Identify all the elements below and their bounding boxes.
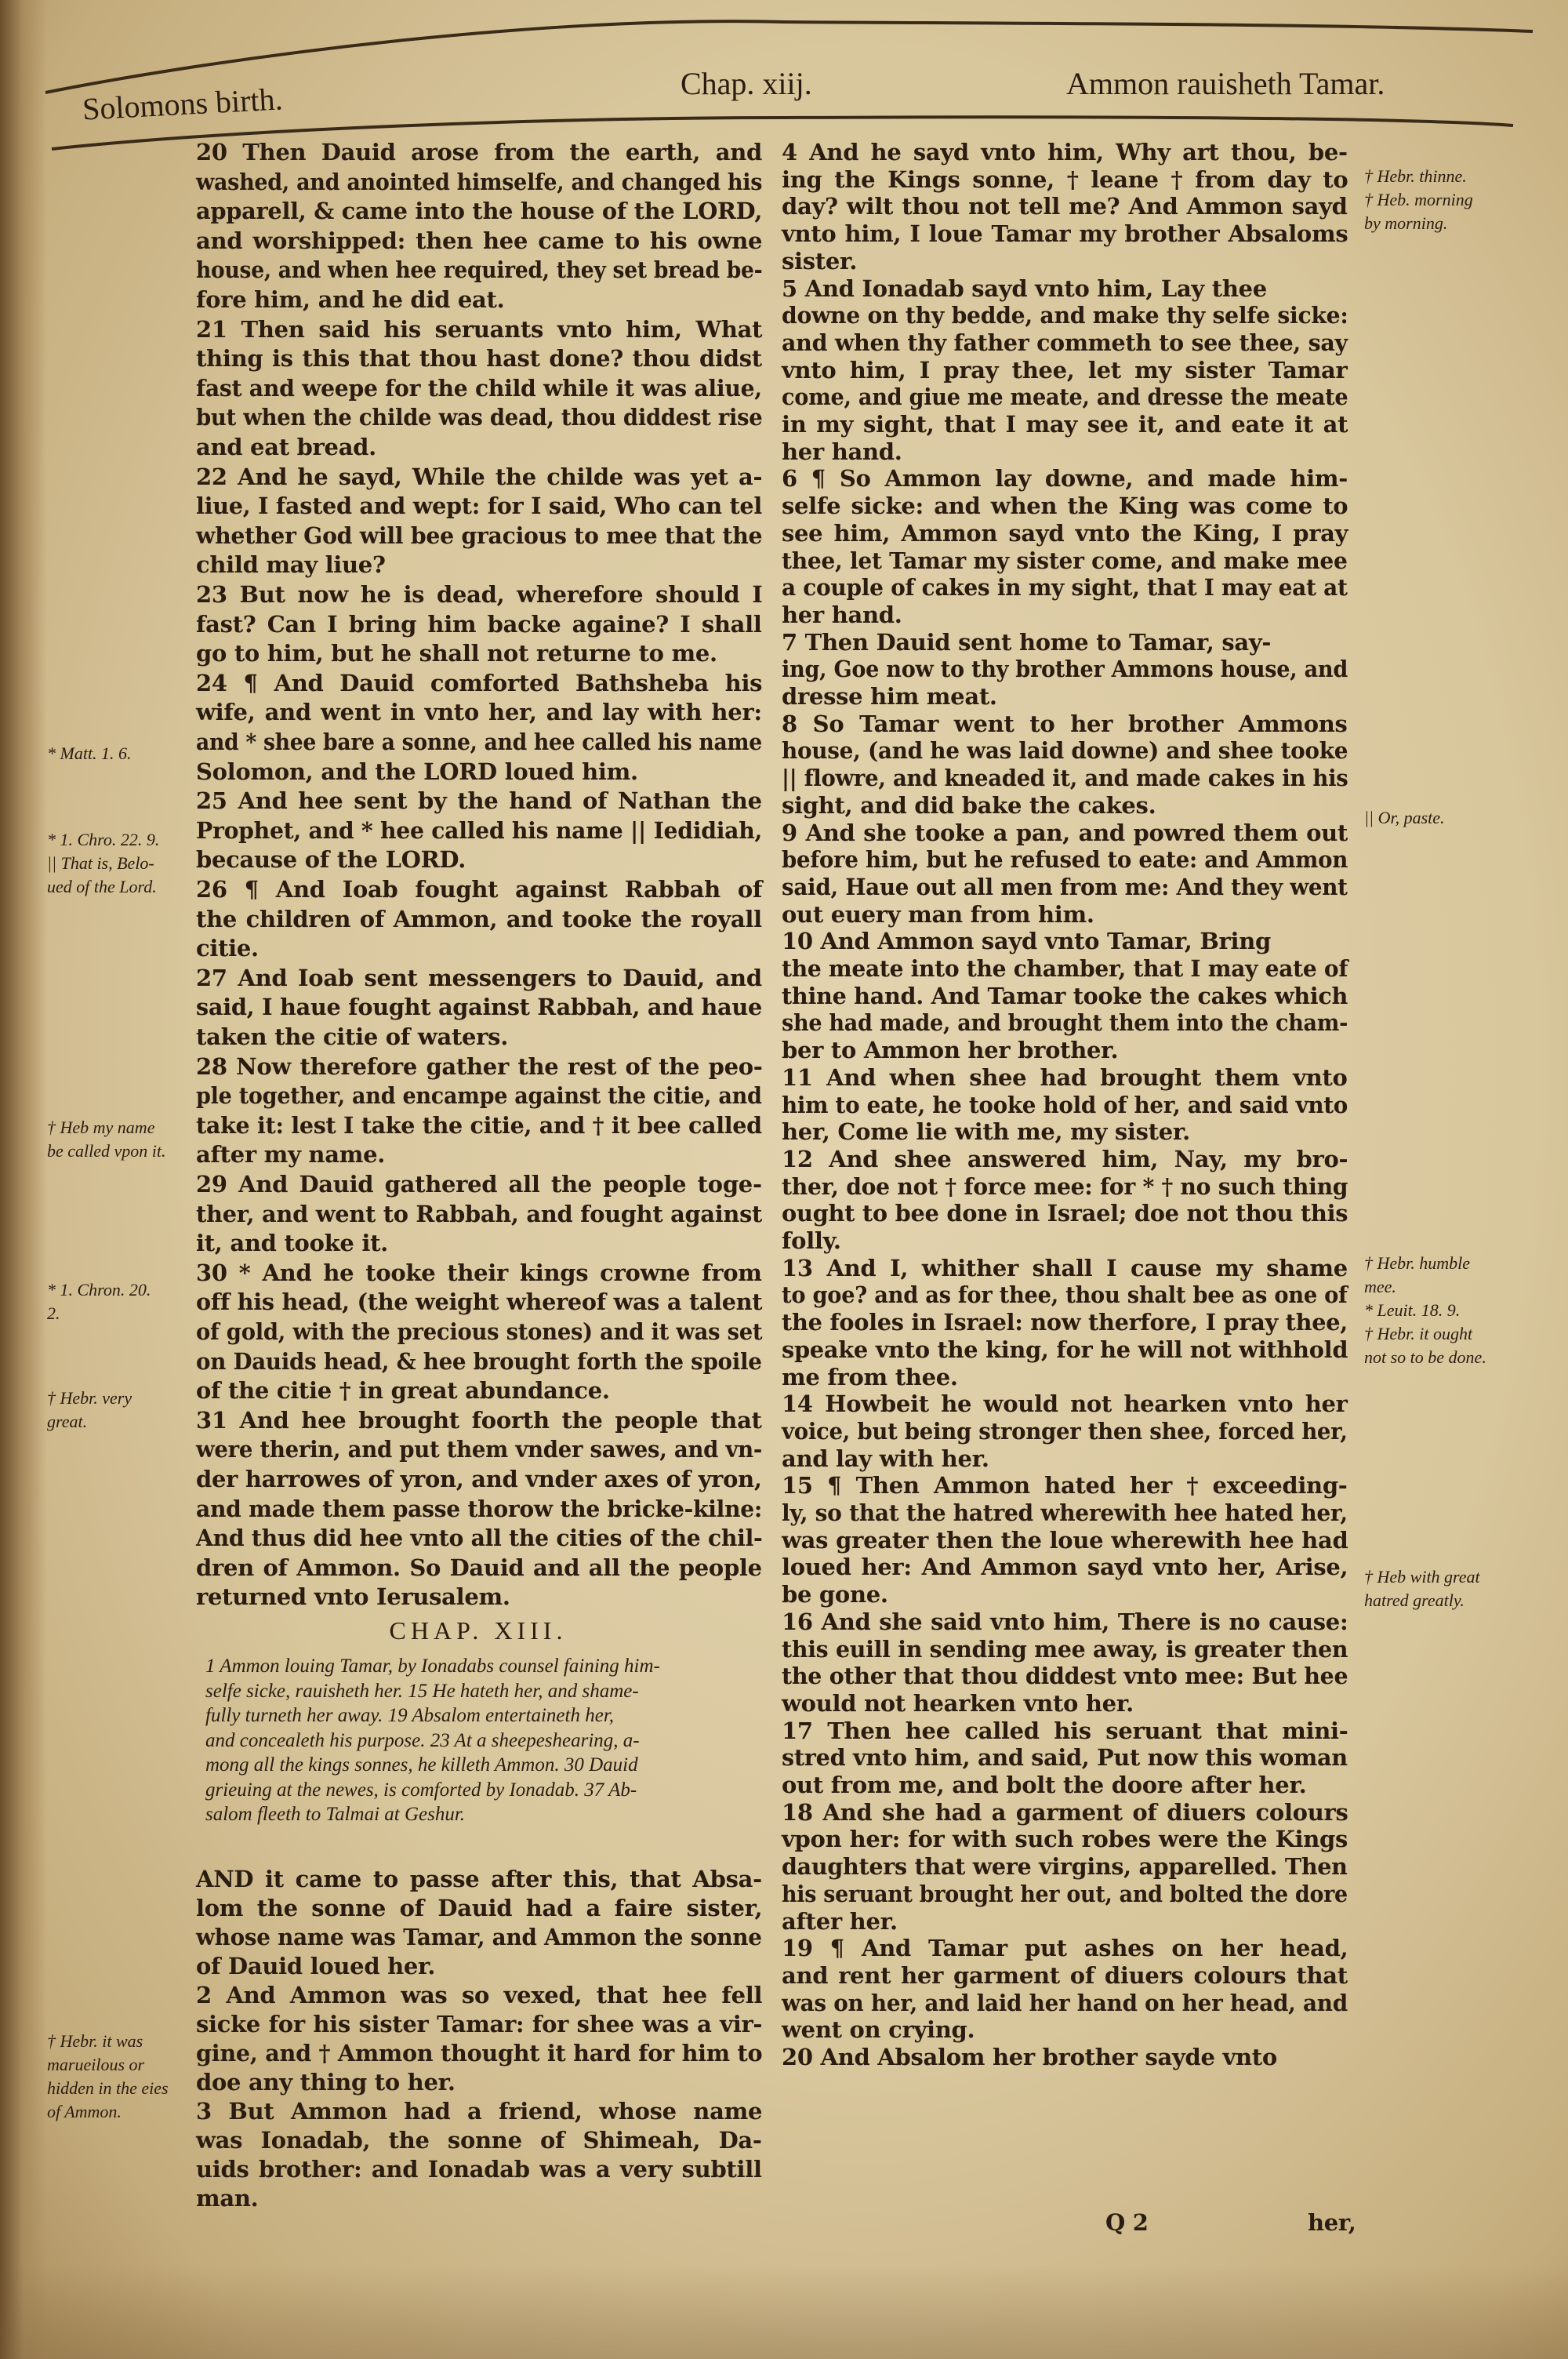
text-line: daughters that were virgins, apparelled. Then — [782, 1853, 1348, 1881]
text-line: child may liue? — [196, 551, 386, 579]
text-line: downe on thy bedde, and make thy selfe sicke: — [782, 302, 1348, 329]
text-line: voice, but being stronger then shee, forced her, — [782, 1417, 1348, 1445]
margin-note: † Heb with great — [1364, 1567, 1480, 1587]
text-line: 24 ¶ And Dauid comforted Bathsheba his — [196, 669, 763, 696]
margin-note: * Matt. 1. 6. — [47, 743, 132, 763]
text-line: 29 And Dauid gathered all the people toge- — [196, 1171, 762, 1198]
running-head-right: Ammon rauisheth Tamar. — [1066, 66, 1385, 101]
text-line: and when thy father commeth to see thee, say — [782, 329, 1348, 356]
text-line: whether God will bee gracious to mee that the — [196, 522, 763, 549]
text-line: 20 And Absalom her brother sayde vnto — [782, 2044, 1277, 2070]
text-line: doe any thing to her. — [196, 2069, 456, 2095]
text-line: ple together, and encampe against the citie, and — [196, 1082, 762, 1110]
text-line: Solomon, and the LORD loued him. — [196, 758, 638, 785]
text-line: 12 And shee answered him, Nay, my bro- — [782, 1145, 1348, 1172]
text-line: and eat bread. — [196, 434, 376, 460]
text-line: 19 ¶ And Tamar put ashes on her head, — [782, 1935, 1348, 1962]
margin-note: mee. — [1364, 1277, 1396, 1296]
text-line: loued her: And Ammon sayd vnto her, Arise, — [782, 1554, 1348, 1581]
running-head-left: Solomons birth. — [81, 81, 284, 127]
text-line: vnto him, I pray thee, let my sister Tamar — [782, 356, 1348, 383]
margin-note: hidden in the eies — [47, 2078, 169, 2098]
text-line: fore him, and he did eat. — [196, 286, 505, 313]
text-line: the children of Ammon, and tooke the royall — [196, 905, 762, 932]
text-line: der harrowes of yron, and vnder axes of yron, — [196, 1466, 762, 1492]
text-line: wife, and went in vnto her, and lay with her: — [196, 699, 762, 726]
text-line: taken the citie of waters. — [196, 1023, 508, 1050]
text-line: And thus did hee vnto all the cities of the chil- — [196, 1525, 763, 1552]
text-line: this euill in sending mee away, is greater then — [782, 1635, 1348, 1663]
text-line: 31 And hee brought foorth the people that — [196, 1406, 762, 1434]
margin-note: hatred greatly. — [1364, 1590, 1465, 1610]
text-line: selfe sicke: and when the King was come to — [782, 493, 1348, 520]
margin-note: great. — [47, 1412, 88, 1431]
chapter-heading: CHAP. XIII. — [389, 1616, 568, 1645]
summary-line: fully turneth her away. 19 Absalom entertaineth her, — [205, 1705, 615, 1726]
text-line: was greater then the loue wherewith hee had — [782, 1526, 1348, 1554]
text-line: 4 And he sayd vnto him, Why art thou, be- — [782, 139, 1348, 165]
running-head-chapter: Chap. xiij. — [681, 66, 812, 101]
text-line: fast? Can I bring him backe againe? I shall — [196, 610, 762, 638]
text-line: 16 And she said vnto him, There is no cause: — [782, 1608, 1348, 1635]
text-line: 3 But Ammon had a friend, whose name — [196, 2098, 763, 2125]
summary-line: selfe sicke, rauisheth her. 15 He hateth her, and shame- — [205, 1680, 639, 1702]
text-line: out euery man from him. — [782, 900, 1094, 928]
text-line: 15 ¶ Then Ammon hated her † exceeding- — [782, 1472, 1348, 1499]
text-line: and rent her garment of diuers colours that — [782, 1961, 1348, 1989]
text-line: her hand. — [782, 438, 902, 465]
summary-line: 1 Ammon louing Tamar, by Ionadabs counsel faining him- — [205, 1656, 660, 1677]
text-line: a couple of cakes in my sight, that I may eat at — [782, 574, 1348, 602]
margin-note: † Hebr. humble — [1364, 1253, 1471, 1273]
summary-line: salom fleeth to Talmai at Geshur. — [205, 1804, 466, 1825]
text-line: she had made, and brought them into the cham- — [782, 1009, 1348, 1037]
text-line: but when the childe was dead, thou diddest rise — [196, 404, 763, 431]
text-line: day? wilt thou not tell me? And Ammon sayd — [782, 193, 1348, 220]
text-line: 21 Then said his seruants vnto him, What — [196, 315, 763, 343]
text-line: || flowre, and kneaded it, and made cakes in his — [782, 765, 1348, 792]
text-line: went on crying. — [782, 2016, 975, 2044]
text-line: 18 And she had a garment of diuers colours — [782, 1798, 1348, 1826]
margin-note: 2. — [47, 1303, 60, 1323]
text-line: her, Come lie with me, my sister. — [782, 1118, 1190, 1146]
summary-line: mong all the kings sonnes, he killeth Ammon. 30 Dauid — [205, 1754, 638, 1776]
text-line: dren of Ammon. So Dauid and all the people — [196, 1554, 762, 1581]
text-line: me from thee. — [782, 1363, 958, 1390]
text-line: her hand. — [782, 601, 902, 628]
summary-line: grieuing at the newes, is comforted by Ionadab. 37 Ab- — [205, 1779, 637, 1801]
text-line: fast and weepe for the child while it was aliue, — [196, 374, 762, 402]
text-line: 6 ¶ So Ammon lay downe, and made him- — [782, 465, 1348, 493]
text-line: was on her, and laid her hand on her head, and — [782, 1989, 1348, 2016]
catchword: her, — [1308, 2209, 1356, 2236]
margin-note: marueilous or — [47, 2055, 145, 2074]
text-line: uids brother: and Ionadab was a very subtill — [196, 2156, 762, 2183]
margin-note: * Leuit. 18. 9. — [1364, 1300, 1461, 1320]
margin-note: by morning. — [1364, 213, 1448, 233]
text-line: vpon her: for with such robes were the Kings — [782, 1826, 1348, 1853]
margin-note: || Or, paste. — [1364, 808, 1445, 827]
text-line: 27 And Ioab sent messengers to Dauid, and — [196, 964, 762, 991]
text-line: returned vnto Ierusalem. — [196, 1583, 510, 1611]
text-line: dresse him meat. — [782, 683, 997, 710]
margin-note: * 1. Chron. 20. — [47, 1280, 151, 1299]
text-line: 22 And he sayd, While the childe was yet a- — [196, 463, 763, 490]
text-line: go to him, but he shall not returne to me. — [196, 640, 717, 667]
text-line: 28 Now therefore gather the rest of the peo- — [196, 1052, 763, 1080]
text-line: the meate into the chamber, that I may eate of — [782, 955, 1348, 982]
text-line: citie. — [196, 935, 259, 962]
text-line: in my sight, that I may see it, and eate it at — [782, 411, 1348, 438]
text-line: 11 And when shee had brought them vnto — [782, 1063, 1348, 1091]
margin-note: † Heb. morning — [1364, 190, 1473, 209]
text-line: on Dauids head, & hee brought forth the spoile — [196, 1347, 762, 1375]
margin-note: not so to be done. — [1364, 1347, 1486, 1367]
text-line: lom the sonne of Dauid had a faire sister, — [196, 1895, 763, 1921]
text-line: 23 But now he is dead, wherefore should I — [196, 581, 763, 608]
text-line: his seruant brought her out, and bolted the dore — [782, 1880, 1348, 1907]
margin-note: † Hebr. it ought — [1364, 1324, 1473, 1343]
margin-note: be called vpon it. — [47, 1141, 166, 1161]
text-line: gine, and † Ammon thought it hard for him to — [196, 2040, 763, 2066]
text-line: man. — [196, 2185, 259, 2212]
text-line: said, Haue out all men from me: And they went — [782, 873, 1348, 900]
text-line: apparell, & came into the house of the LORD, — [196, 198, 763, 225]
text-line: before him, but he refused to eate: and Ammon — [782, 846, 1348, 874]
text-line: take it: lest I take the citie, and † it bee called — [196, 1111, 762, 1139]
text-line: ther, and went to Rabbah, and fought against — [196, 1200, 763, 1227]
margin-note: ued of the Lord. — [47, 877, 157, 896]
margin-note: † Hebr. very — [47, 1388, 132, 1408]
text-line: liue, I fasted and wept: for I said, Who can tel — [196, 493, 762, 520]
text-line: 17 Then hee called his seruant that mini- — [782, 1717, 1348, 1744]
text-line: speake vnto the king, for he will not withhold — [782, 1336, 1348, 1363]
text-line: be gone. — [782, 1581, 888, 1608]
text-line: of Dauid loued her. — [196, 1953, 436, 1979]
margin-note: † Heb my name — [47, 1118, 155, 1137]
text-line: Prophet, and * hee called his name || Iedidiah, — [196, 816, 763, 844]
margin-note: † Hebr. it was — [47, 2031, 143, 2051]
text-line: ly, so that the hatred wherewith hee hated her, — [782, 1499, 1348, 1526]
text-line: ber to Ammon her brother. — [782, 1037, 1119, 1064]
text-line: after her. — [782, 1907, 898, 1935]
text-line: come, and giue me meate, and dresse the meate — [782, 383, 1348, 411]
text-line: 20 Then Dauid arose from the earth, and — [196, 139, 762, 165]
text-line: see him, Ammon sayd vnto the King, I pray — [782, 519, 1348, 547]
text-line: and lay with her. — [782, 1445, 989, 1472]
text-line: house, (and he was laid downe) and shee tooke — [782, 737, 1348, 765]
margin-note: of Ammon. — [47, 2102, 122, 2121]
text-line: thing is this that thou hast done? thou didst — [196, 345, 762, 373]
text-line: stred vnto him, and said, Put now this woman — [782, 1744, 1348, 1772]
text-line: 7 Then Dauid sent home to Tamar, say- — [782, 628, 1272, 656]
text-line: ought to bee done in Israel; doe not thou this — [782, 1200, 1348, 1227]
text-line: vnto him, I loue Tamar my brother Absaloms — [782, 220, 1348, 248]
text-line: ther, doe not † force mee: for * † no such thing — [782, 1172, 1348, 1200]
text-line: to goe? and as for thee, thou shalt bee as one of — [782, 1281, 1348, 1309]
text-line: and worshipped: then hee came to his owne — [196, 227, 763, 254]
text-line: said, I haue fought against Rabbah, and haue — [196, 994, 762, 1021]
text-line: 30 * And he tooke their kings crowne from — [196, 1259, 762, 1286]
text-line: the fooles in Israel: now therfore, I pray thee, — [782, 1309, 1348, 1336]
margin-note: || That is, Belo- — [47, 853, 154, 873]
text-line: off his head, (the weight whereof was a talent — [196, 1289, 763, 1316]
text-line: the other that thou diddest vnto mee: But hee — [782, 1663, 1348, 1690]
text-line: ing, Goe now to thy brother Ammons house, and — [782, 656, 1348, 683]
text-line: because of the LORD. — [196, 846, 466, 874]
margin-note: † Hebr. thinne. — [1364, 166, 1467, 186]
text-line: 5 And Ionadab sayd vnto him, Lay thee — [782, 274, 1267, 302]
text-line: 9 And she tooke a pan, and powred them out — [782, 819, 1348, 846]
text-line: and made them passe thorow the bricke-kilne: — [196, 1495, 763, 1522]
text-line: AND it came to passe after this, that Absa- — [196, 1866, 762, 1892]
text-line: and * shee bare a sonne, and hee called his name — [196, 729, 762, 755]
signature-mark: Q 2 — [1105, 2209, 1149, 2236]
text-line: sister. — [782, 247, 858, 274]
text-line: 26 ¶ And Ioab fought against Rabbah of — [196, 876, 763, 903]
text-line: 10 And Ammon sayd vnto Tamar, Bring — [782, 928, 1272, 955]
text-line: 25 And hee sent by the hand of Nathan the — [196, 787, 762, 815]
text-line: 2 And Ammon was so vexed, that hee fell — [196, 1982, 763, 2008]
text-line: it, and tooke it. — [196, 1230, 388, 1257]
text-line: thine hand. And Tamar tooke the cakes which — [782, 982, 1348, 1009]
text-line: 13 And I, whither shall I cause my shame — [782, 1254, 1348, 1281]
text-line: of gold, with the precious stones) and it was set — [196, 1318, 763, 1345]
text-line: thee, let Tamar my sister come, and make mee — [782, 547, 1348, 574]
text-line: 8 So Tamar went to her brother Ammons — [782, 710, 1348, 737]
summary-line: and concealeth his purpose. 23 At a sheepeshearing, a- — [205, 1729, 640, 1751]
text-line: after my name. — [196, 1141, 386, 1169]
text-line: sicke for his sister Tamar: for shee was a vir- — [196, 2011, 763, 2037]
text-line: out from me, and bolt the doore after her. — [782, 1772, 1307, 1798]
text-line: him to eate, he tooke hold of her, and said vnto — [782, 1091, 1348, 1118]
text-line: house, and when hee required, they set bread be- — [196, 256, 763, 284]
text-line: 14 Howbeit he would not hearken vnto her — [782, 1390, 1348, 1418]
margin-note: * 1. Chro. 22. 9. — [47, 830, 160, 849]
text-line: of the citie † in great abundance. — [196, 1377, 610, 1405]
text-line: would not hearken vnto her. — [782, 1689, 1134, 1717]
text-line: whose name was Tamar, and Ammon the sonne — [196, 1924, 762, 1950]
text-line: folly. — [782, 1227, 841, 1254]
text-line: sight, and did bake the cakes. — [782, 791, 1156, 819]
text-line: washed, and anointed himselfe, and changed his — [196, 168, 763, 195]
text-line: was Ionadab, the sonne of Shimeah, Da- — [196, 2127, 762, 2154]
text-line: were therin, and put them vnder sawes, and vn- — [196, 1436, 763, 1463]
text-line: ing the Kings sonne, † leane † from day to — [782, 165, 1348, 193]
